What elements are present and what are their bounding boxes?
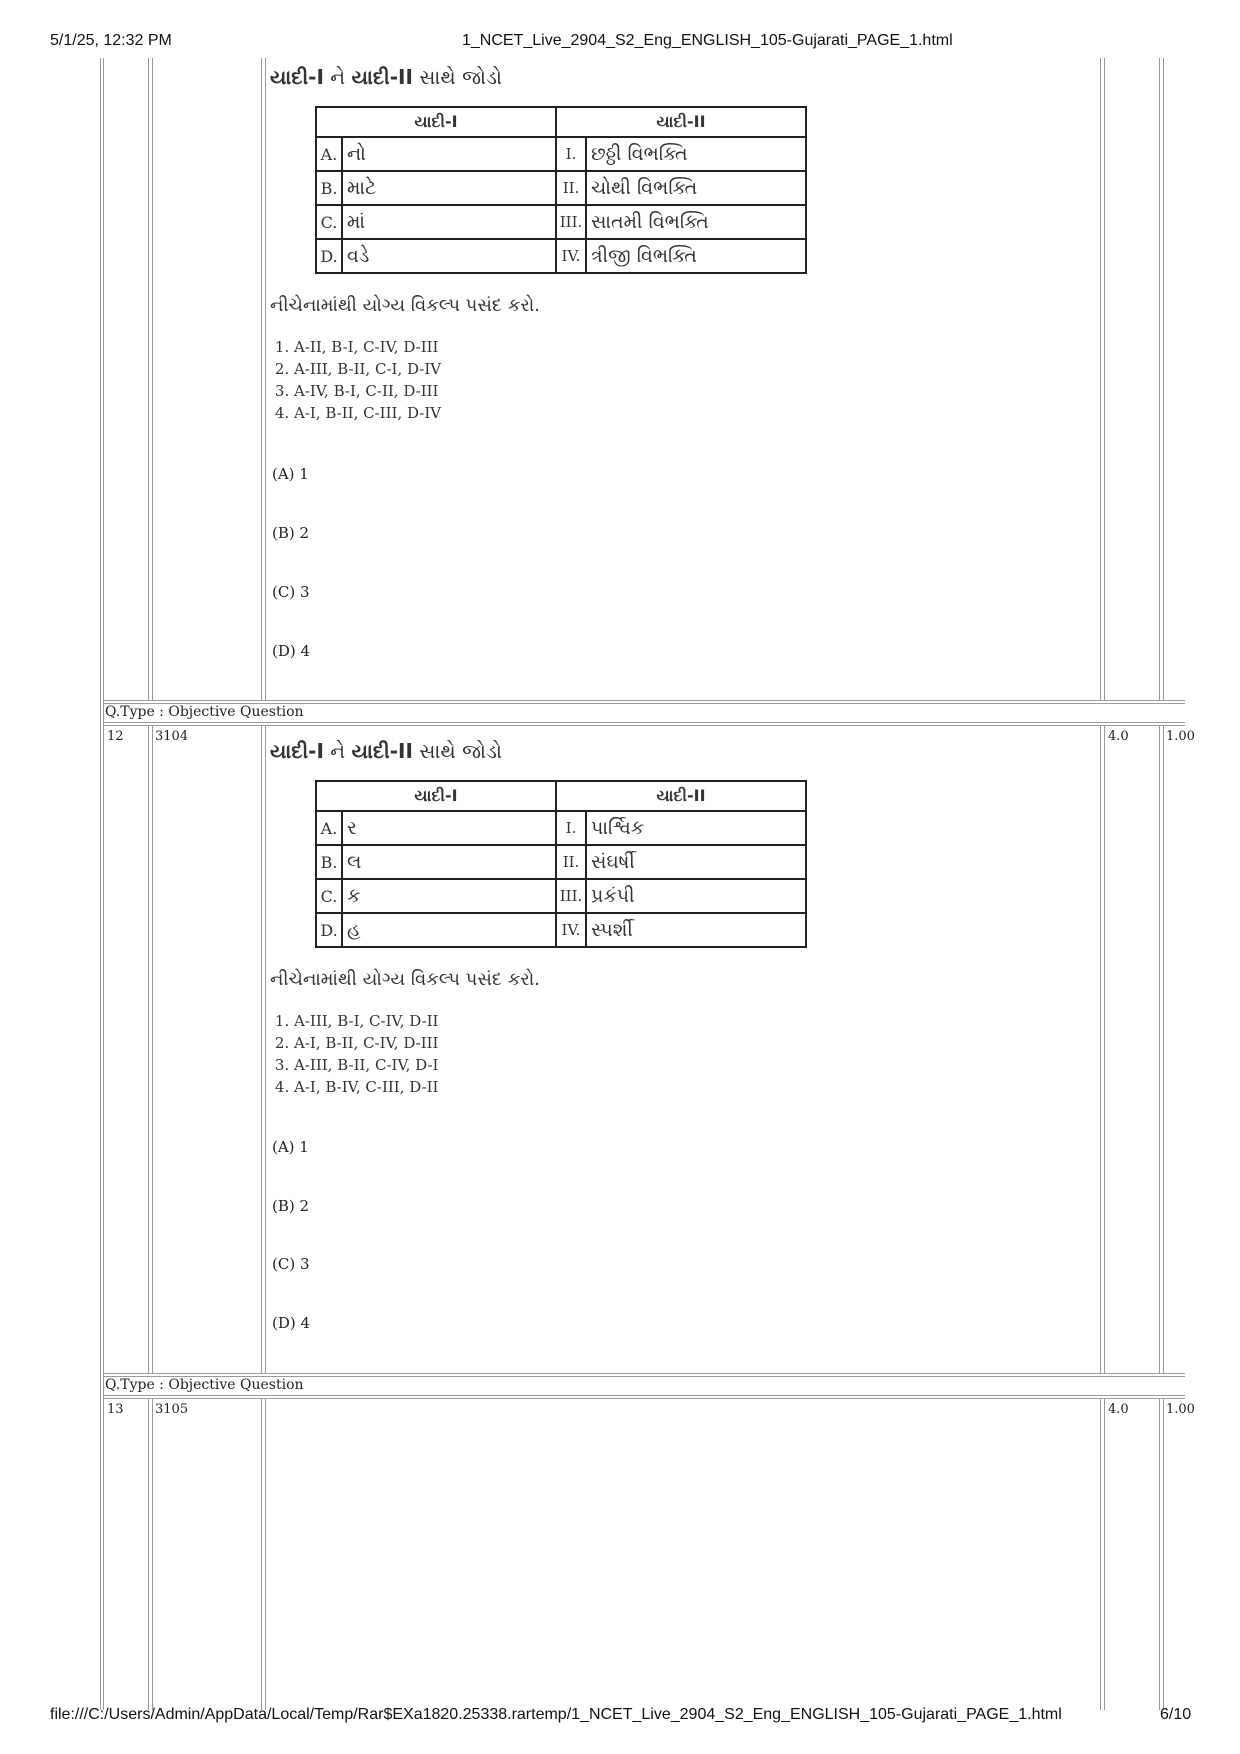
question-instruction: નીચેનામાંથી યોગ્ય વિકલ્પ પસંદ કરો. xyxy=(270,969,540,990)
question-number: 13 xyxy=(107,1402,124,1417)
answer-option: 1. A-III, B-I, C-IV, D-II xyxy=(294,1010,830,1032)
question-type-label: Q.Type : Objective Question xyxy=(105,1377,304,1393)
match-row xyxy=(316,879,806,913)
list-2-item: સ્પર્શી xyxy=(586,913,806,947)
match-row xyxy=(316,913,806,947)
match-row xyxy=(316,137,806,171)
row-label: A. xyxy=(316,137,342,171)
row-numeral: III. xyxy=(556,205,586,239)
row-label: C. xyxy=(316,205,342,239)
list-2-item: છઠ્ઠી વિભક્તિ xyxy=(586,137,806,171)
question-image xyxy=(270,62,830,424)
list-1-item: લ xyxy=(342,845,556,879)
question-marks: 4.0 xyxy=(1108,1402,1129,1417)
row-numeral: II. xyxy=(556,845,586,879)
column-header-list-2: યાદી-II xyxy=(556,107,806,137)
question-negative-marks: 1.00 xyxy=(1166,729,1195,744)
answer-option: 2. A-III, B-II, C-I, D-IV xyxy=(294,358,830,380)
list-2-item: ચોથી વિભક્તિ xyxy=(586,171,806,205)
list-2-item: સંઘર્ષી xyxy=(586,845,806,879)
match-row xyxy=(316,171,806,205)
choice-b: (B) 2 xyxy=(272,524,310,542)
choice-b: (B) 2 xyxy=(272,1197,310,1215)
question-heading: યાદી-I ને યાદી-II સાથે જોડો xyxy=(270,65,502,89)
choice-c: (C) 3 xyxy=(272,1255,310,1273)
choice-c: (C) 3 xyxy=(272,583,310,601)
print-datetime: 5/1/25, 12:32 PM xyxy=(50,32,172,49)
answer-option: 3. A-IV, B-I, C-II, D-III xyxy=(294,380,830,402)
match-row xyxy=(316,845,806,879)
column-header-list-1: યાદી-I xyxy=(316,781,556,811)
list-2-item: પાર્શ્વિક xyxy=(586,811,806,845)
row-label: A. xyxy=(316,811,342,845)
print-page-number: 6/10 xyxy=(1160,1706,1192,1723)
answer-option: 4. A-I, B-IV, C-III, D-II xyxy=(294,1076,830,1098)
match-table xyxy=(315,106,807,274)
answer-option-list xyxy=(270,1010,830,1098)
row-label: C. xyxy=(316,879,342,913)
match-table-header xyxy=(316,781,806,811)
row-numeral: IV. xyxy=(556,239,586,273)
print-file-url: file:///C:/Users/Admin/AppData/Local/Temp/Rar$EXa1820.25338.rartemp/1_NCET_Live_2904_S2_Eng_ENGLISH_105-Gujarati_PAGE_1.html xyxy=(50,1706,1062,1723)
match-row xyxy=(316,239,806,273)
choice-a: (A) 1 xyxy=(272,1138,309,1156)
question-type-label: Q.Type : Objective Question xyxy=(105,704,304,720)
list-2-item: પ્રકંપી xyxy=(586,879,806,913)
print-footer xyxy=(0,1706,1240,1730)
question-number: 12 xyxy=(107,729,124,744)
match-row xyxy=(316,205,806,239)
list-1-item: ક xyxy=(342,879,556,913)
row-label: B. xyxy=(316,845,342,879)
row-label: D. xyxy=(316,239,342,273)
question-negative-marks: 1.00 xyxy=(1166,1402,1195,1417)
answer-option: 4. A-I, B-II, C-III, D-IV xyxy=(294,402,830,424)
answer-option: 2. A-I, B-II, C-IV, D-III xyxy=(294,1032,830,1054)
question-id: 3104 xyxy=(155,729,189,744)
list-1-item: માટે xyxy=(342,171,556,205)
question-marks: 4.0 xyxy=(1108,729,1129,744)
answer-option-list xyxy=(270,336,830,424)
column-header-list-1: યાદી-I xyxy=(316,107,556,137)
row-numeral: I. xyxy=(556,811,586,845)
row-numeral: IV. xyxy=(556,913,586,947)
choice-a: (A) 1 xyxy=(272,465,309,483)
row-label: B. xyxy=(316,171,342,205)
match-row xyxy=(316,811,806,845)
list-2-item: સાતમી વિભક્તિ xyxy=(586,205,806,239)
list-1-item: નો xyxy=(342,137,556,171)
match-table-header xyxy=(316,107,806,137)
question-heading: યાદી-I ને યાદી-II સાથે જોડો xyxy=(270,739,502,763)
column-header-list-2: યાદી-II xyxy=(556,781,806,811)
list-1-item: હ xyxy=(342,913,556,947)
print-header xyxy=(0,32,1240,56)
question-image xyxy=(270,736,830,1098)
answer-option: 3. A-III, B-II, C-IV, D-I xyxy=(294,1054,830,1076)
row-numeral: III. xyxy=(556,879,586,913)
choice-d: (D) 4 xyxy=(272,642,311,660)
question-id: 3105 xyxy=(155,1402,189,1417)
question-instruction: નીચેનામાંથી યોગ્ય વિકલ્પ પસંદ કરો. xyxy=(270,295,540,316)
row-numeral: I. xyxy=(556,137,586,171)
row-label: D. xyxy=(316,913,342,947)
list-2-item: ત્રીજી વિભક્તિ xyxy=(586,239,806,273)
list-1-item: વડે xyxy=(342,239,556,273)
row-numeral: II. xyxy=(556,171,586,205)
list-1-item: માં xyxy=(342,205,556,239)
choice-d: (D) 4 xyxy=(272,1314,311,1332)
print-document-title: 1_NCET_Live_2904_S2_Eng_ENGLISH_105-Gujarati_PAGE_1.html xyxy=(462,32,953,49)
answer-option: 1. A-II, B-I, C-IV, D-III xyxy=(294,336,830,358)
match-table xyxy=(315,780,807,948)
list-1-item: ર xyxy=(342,811,556,845)
